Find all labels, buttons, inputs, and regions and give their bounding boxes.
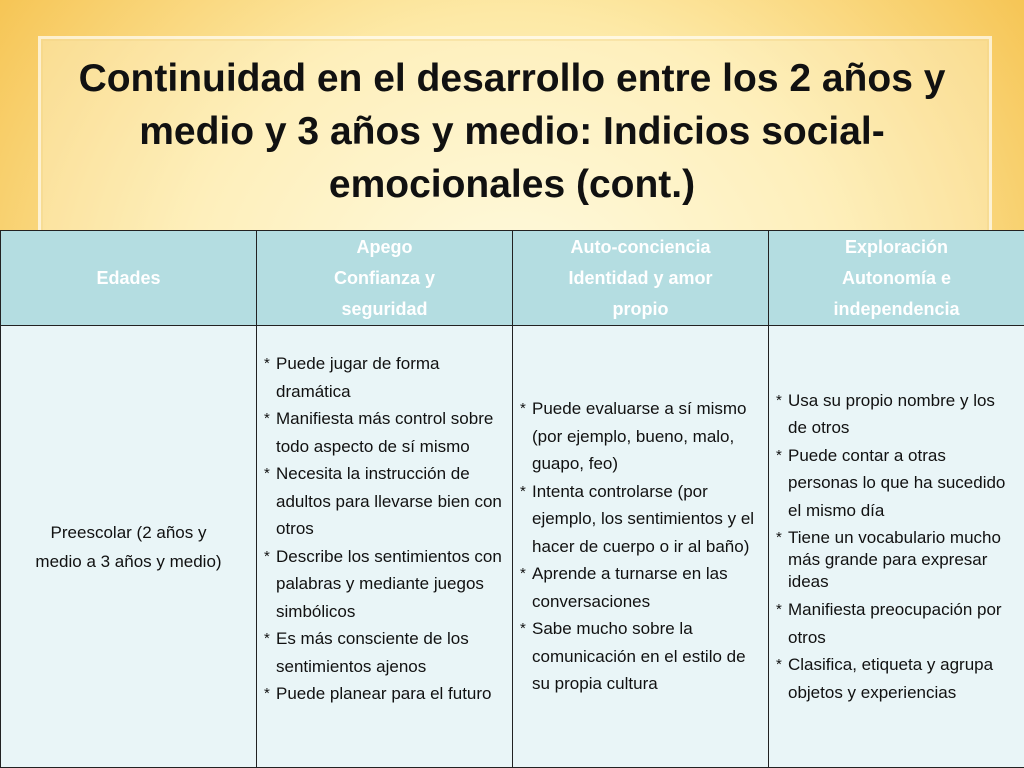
list-item [264, 460, 503, 543]
bullet-star: * [520, 565, 526, 583]
header-line: Autonomía e [841, 267, 951, 288]
list-item-text: Aprende a turnarse en las conversaciones [532, 564, 728, 611]
bullet-star: * [264, 465, 270, 482]
list-item-text: Puede jugar de forma dramática [276, 354, 440, 401]
list-item-text: Describe los sentimientos con palabras y mediante juegos simbólicos [276, 546, 502, 621]
list-item [520, 478, 759, 561]
header-line: independencia [833, 298, 960, 319]
header-autoconciencia [513, 231, 769, 326]
list-item [520, 615, 759, 698]
list-item-text: Intenta controlarse (por ejemplo, los sentimientos y el hacer de cuerpo o ir al baño) [532, 481, 755, 556]
header-line: Exploración [844, 236, 949, 257]
age-line: Preescolar (2 años y [50, 522, 207, 542]
header-line: Edades [96, 267, 161, 288]
list-item [776, 527, 1015, 593]
bullet-star: * [520, 620, 526, 638]
list-item-text: Puede planear para el futuro [276, 684, 492, 703]
development-table [0, 230, 1024, 768]
list-item [776, 442, 1015, 525]
header-line: propio [612, 298, 669, 319]
bullet-star: * [776, 446, 782, 464]
list-item [776, 596, 1015, 651]
list-item-text: Sabe mucho sobre la comunicación en el estilo de su propia cultura [532, 619, 746, 694]
age-line: medio a 3 años y medio) [35, 551, 222, 571]
list-item-text: Es más consciente de los sentimientos ajenos [276, 629, 469, 676]
bullet-star: * [264, 685, 270, 702]
bullet-star: * [520, 400, 526, 418]
header-exploracion [769, 231, 1024, 326]
bullet-star: * [264, 547, 270, 565]
bullet-star: * [776, 391, 782, 409]
bullet-star: * [264, 410, 270, 427]
bullet-star: * [776, 529, 782, 547]
bullet-star: * [776, 601, 782, 619]
age-cell [1, 326, 257, 768]
header-line: Apego [356, 236, 413, 257]
apego-list [258, 350, 511, 708]
list-item [776, 387, 1015, 442]
table-row [1, 326, 1024, 768]
header-row [1, 231, 1024, 326]
header-edades [1, 231, 257, 326]
list-item [776, 651, 1015, 706]
autoconciencia-cell [513, 326, 769, 768]
exploracion-list [770, 387, 1023, 707]
bullet-star: * [264, 630, 270, 647]
list-item-text: Puede evaluarse a sí mismo (por ejemplo, bueno, malo, guapo, feo) [532, 399, 747, 474]
header-line: seguridad [341, 298, 428, 319]
list-item-text: Manifiesta más control sobre todo aspecto de sí mismo [276, 409, 494, 456]
list-item [264, 350, 503, 405]
list-item [264, 543, 503, 626]
list-item-text: Necesita la instrucción de adultos para llevarse bien con otros [276, 464, 502, 538]
bullet-star: * [776, 656, 782, 674]
slide-title: Continuidad en el desarrollo entre los 2 años y medio y 3 años y medio: Indicios social-emocionales (cont.) [78, 57, 946, 206]
list-item-text: Manifiesta preocupación por otros [788, 600, 1002, 647]
list-item-text: Usa su propio nombre y los de otros [788, 390, 995, 438]
bullet-star: * [520, 482, 526, 500]
autoconciencia-list [514, 395, 767, 698]
list-item [264, 680, 503, 708]
header-line: Identidad y amor [568, 267, 713, 288]
bullet-star: * [264, 355, 270, 372]
list-item [520, 560, 759, 615]
apego-cell [257, 326, 513, 768]
list-item [264, 405, 503, 460]
header-apego [257, 231, 513, 326]
list-item-text: Clasifica, etiqueta y agrupa objetos y experiencias [788, 655, 994, 702]
list-item [520, 395, 759, 478]
list-item-text: Puede contar a otras personas lo que ha sucedido el mismo día [788, 445, 1006, 520]
list-item-text: Tiene un vocabulario mucho más grande para expresar ideas [788, 528, 1001, 592]
exploracion-cell [769, 326, 1024, 768]
header-line: Auto-conciencia [570, 236, 711, 257]
header-line: Confianza y [333, 267, 435, 288]
list-item [264, 625, 503, 680]
